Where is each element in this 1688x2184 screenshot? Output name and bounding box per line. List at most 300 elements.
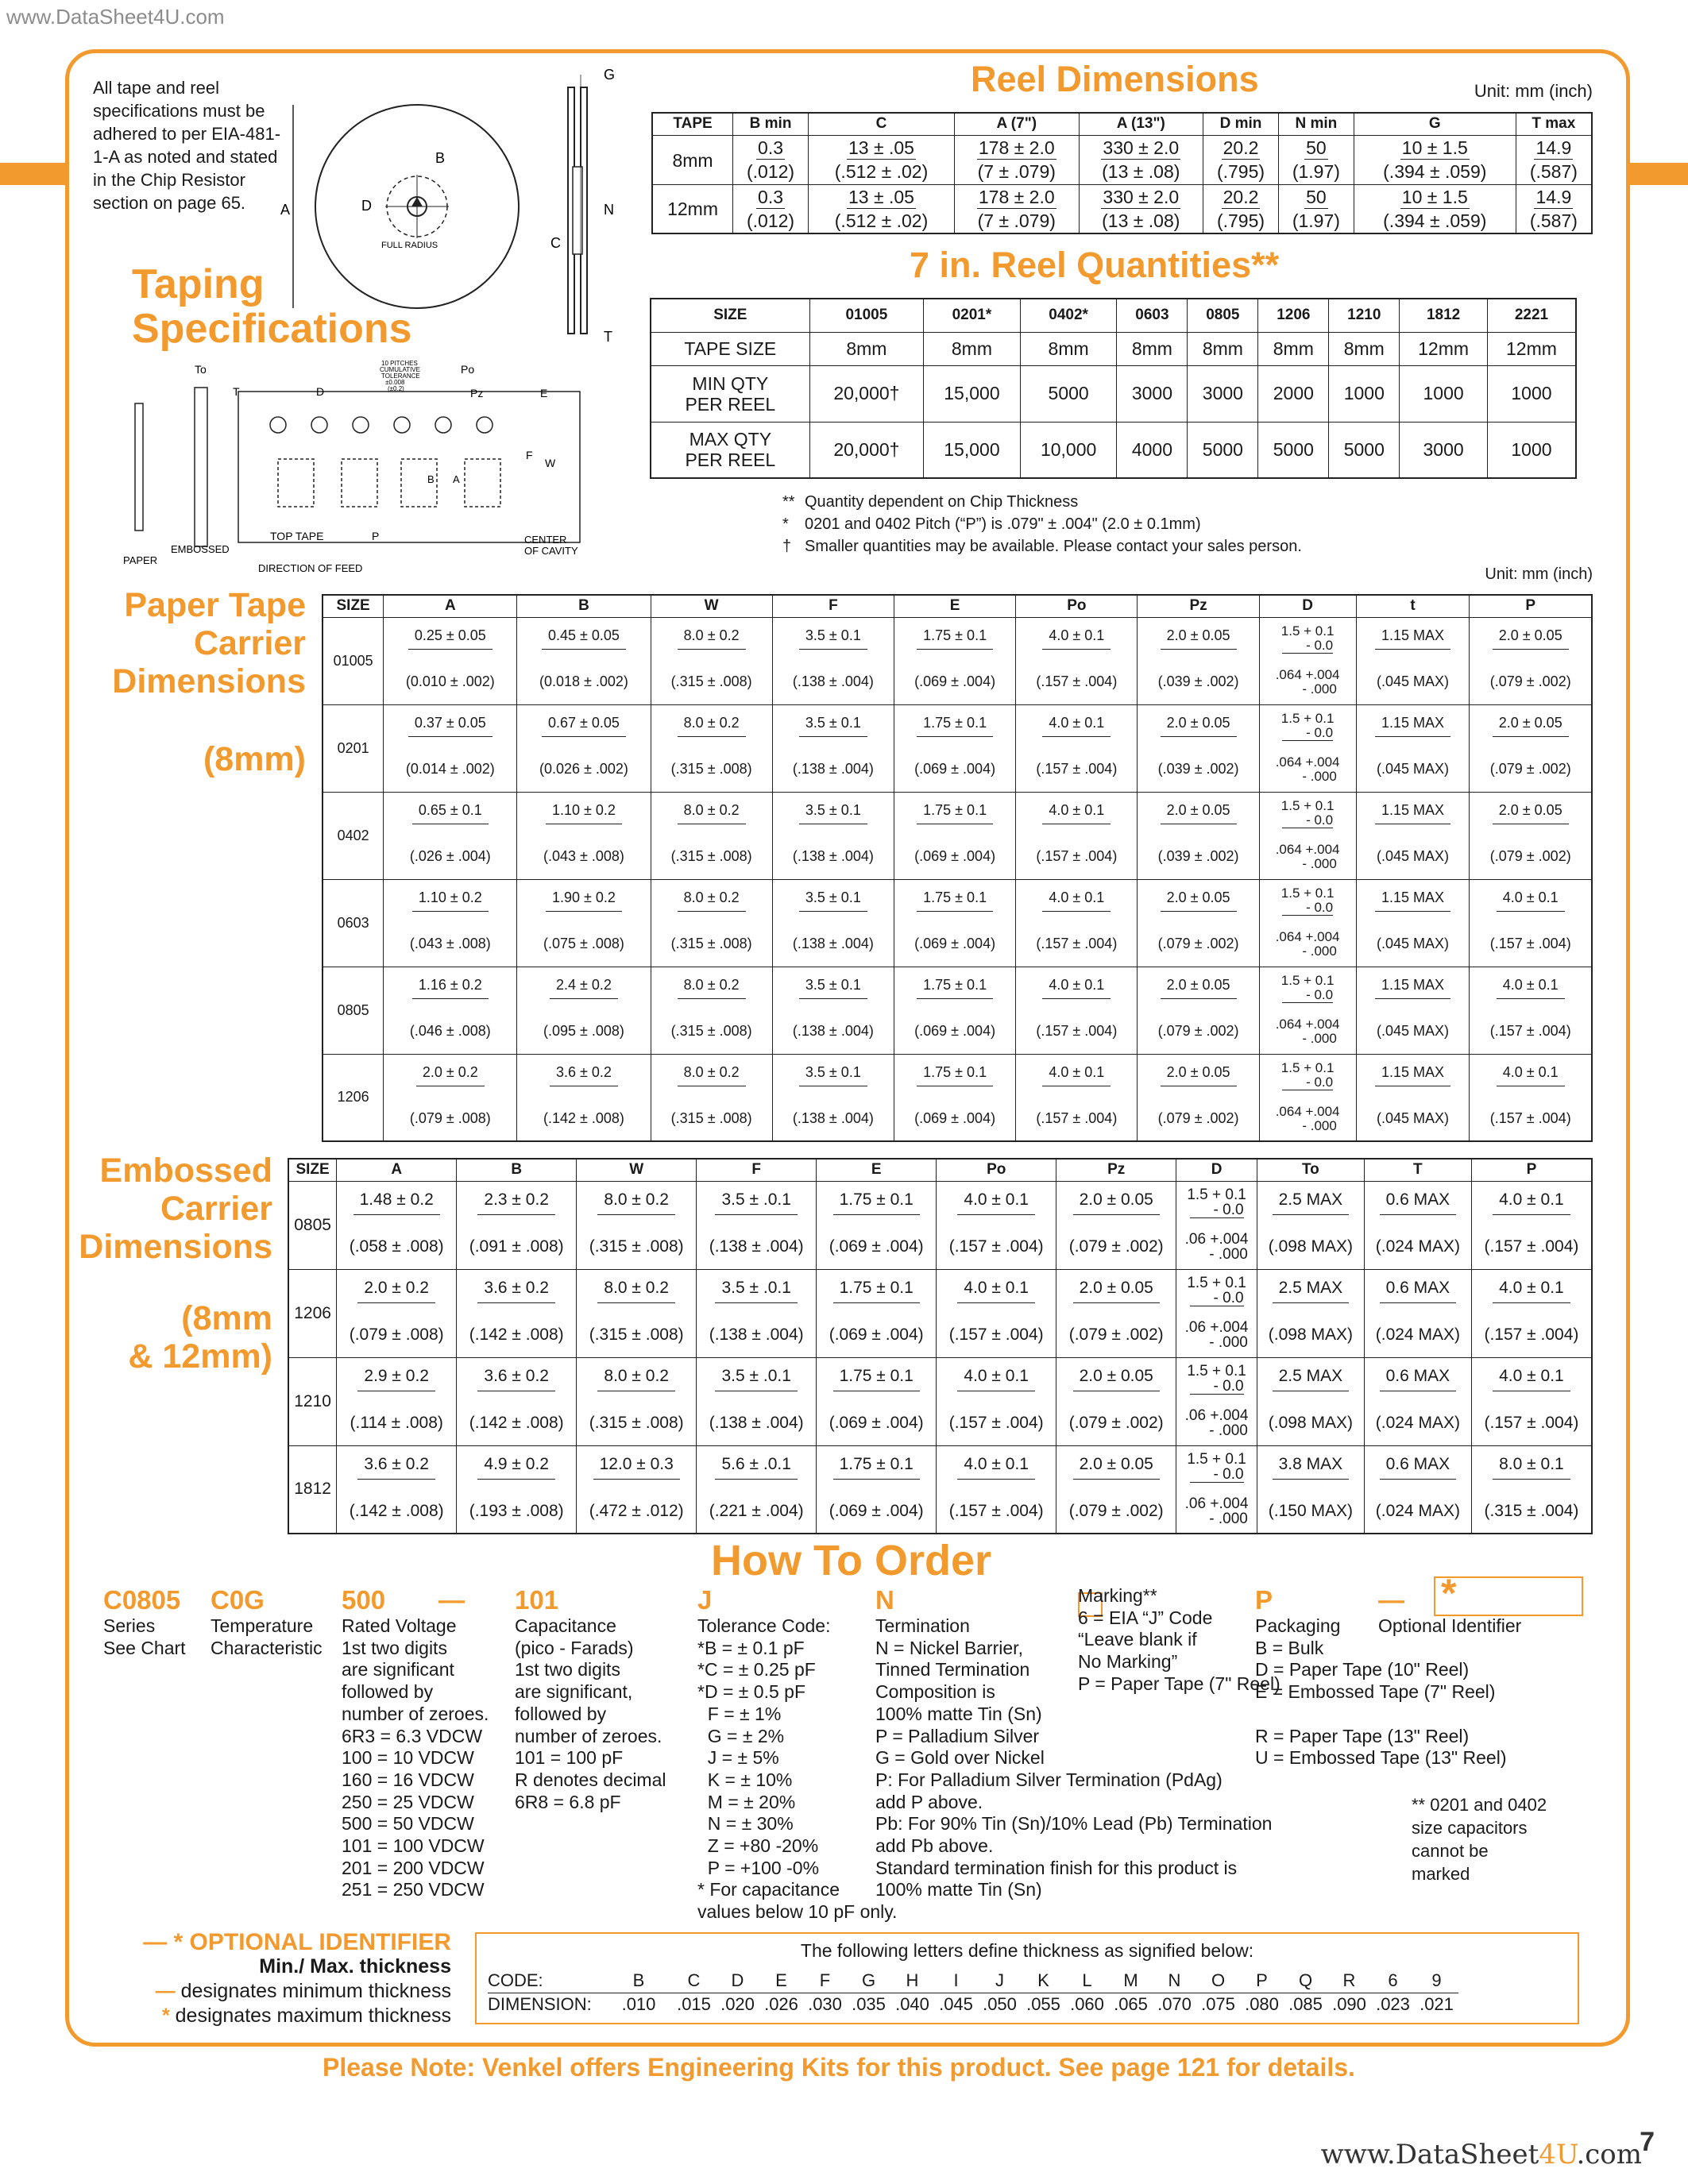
order-line: 1st two digits [515, 1659, 620, 1680]
paper-header: B [517, 595, 651, 617]
paper-value-inch: (.315 ± .008) [651, 922, 772, 967]
emb-value-inch: (.091 ± .008) [457, 1225, 577, 1269]
paper-value-inch: (.069 ± .004) [894, 1009, 1016, 1054]
paper-value-inch: (0.010 ± .002) [384, 660, 517, 704]
paper-value-inch: (0.026 ± .002) [517, 747, 651, 792]
paper-value-inch: (.315 ± .008) [651, 1097, 772, 1141]
optional-line [94, 2004, 451, 2028]
qty-h: 0402* [1020, 299, 1117, 332]
thickness-code: R [1327, 1969, 1371, 1993]
paper-value-inch: (.069 ± .004) [894, 835, 1016, 879]
note-text: Smaller quantities may be available. Please contact your sales person. [805, 538, 1302, 555]
emb-value-mm: 4.0 ± 0.1 [957, 1190, 1035, 1215]
paper-value-inch: (.138 ± .004) [772, 660, 894, 704]
qty-note [782, 513, 1302, 535]
paper-value-inch: (.079 ± .002) [1470, 835, 1592, 879]
watermark-top[interactable]: www.DataSheet4U.com [6, 5, 225, 29]
paper-cell [651, 879, 772, 922]
emb-value-inch: (.098 MAX) [1257, 1225, 1364, 1269]
emb-cell [1364, 1181, 1471, 1225]
paper-value-inch: (.026 ± .004) [384, 835, 517, 879]
reel-cell: 50 [1306, 186, 1327, 207]
qty-cell: 5000 [1329, 422, 1400, 478]
paper-cell [384, 879, 517, 922]
qty-cell: 10,000 [1020, 422, 1117, 478]
emb-value-mm: 1.75 ± 0.1 [833, 1190, 920, 1215]
thickness-dim-label: DIMENSION: [488, 1994, 592, 2015]
reel-h-dmin: D min [1203, 113, 1279, 135]
d-line: - .000 [1302, 855, 1337, 871]
qty-h: 1206 [1258, 299, 1329, 332]
emb-value-mm: 4.0 ± 0.1 [957, 1455, 1035, 1480]
order-line: *D = ± 0.5 pF [697, 1681, 805, 1703]
order-line: E = Embossed Tape (7" Reel) [1255, 1681, 1496, 1703]
order-line: D = Paper Tape (10" Reel) [1255, 1659, 1470, 1680]
paper-value-mm: 1.75 ± 0.1 [917, 802, 993, 824]
reel-cell: (.394 ± .059) [1354, 160, 1516, 184]
emb-header: Po [937, 1159, 1056, 1181]
order-line: Packaging [1255, 1615, 1341, 1636]
reel-label-d: D [361, 198, 372, 214]
paper-value-mm: 4.0 ± 0.1 [1042, 1064, 1111, 1086]
wm-part: .com [1576, 2139, 1642, 2170]
paper-header: D [1259, 595, 1356, 617]
emb-d-cell [1176, 1225, 1257, 1269]
paper-cell [1470, 1054, 1592, 1097]
emb-value-inch: (.024 MAX) [1364, 1225, 1471, 1269]
emb-value-inch: (.024 MAX) [1364, 1313, 1471, 1357]
order-line: “Leave blank if [1078, 1629, 1197, 1650]
paper-value-mm: 1.10 ± 0.2 [412, 889, 489, 912]
emb-cell [937, 1269, 1056, 1313]
thickness-code: D [716, 1969, 759, 1993]
reel-cell: 50 [1306, 137, 1327, 158]
paper-value-mm: 3.5 ± 0.1 [799, 715, 867, 737]
order-code: — [1378, 1585, 1404, 1615]
thickness-dim: .080 [1245, 1994, 1279, 2015]
order-line: (pico - Farads) [515, 1637, 634, 1658]
emb-value-inch: (.079 ± .002) [1056, 1225, 1176, 1269]
paper-value-inch: (0.018 ± .002) [517, 660, 651, 704]
paper-value-inch: (.045 MAX) [1356, 1009, 1470, 1054]
how-to-order-title: How To Order [711, 1537, 992, 1584]
paper-d-cell [1259, 879, 1356, 922]
emb-header: P [1471, 1159, 1592, 1181]
emb-size-cell: 1206 [288, 1269, 337, 1357]
reel-cell: (.587) [1516, 209, 1592, 233]
qty-label [651, 365, 809, 422]
order-line: Rated Voltage [342, 1615, 457, 1636]
d-line: 1.5 + 0.1 [1280, 972, 1335, 988]
paper-cell [1470, 792, 1592, 835]
order-line: Pb: For 90% Tin (Sn)/10% Lead (Pb) Termination [875, 1813, 1273, 1835]
thickness-table [488, 1969, 1458, 2016]
order-line: followed by [342, 1681, 434, 1703]
paper-value-inch: (.045 MAX) [1356, 922, 1470, 967]
qty-label: TAPE SIZE [651, 332, 809, 365]
order-line: Tolerance Code: [697, 1615, 831, 1636]
paper-value-mm: 0.65 ± 0.1 [412, 802, 489, 824]
paper-cell [1138, 1054, 1259, 1097]
table-row [288, 1445, 1592, 1489]
paper-cell [772, 792, 894, 835]
table-row [323, 922, 1592, 967]
paper-value-inch: (.142 ± .008) [517, 1097, 651, 1141]
emb-value-mm: 8.0 ± 0.2 [597, 1190, 675, 1215]
emb-cell [937, 1357, 1056, 1401]
thickness-code: K [1022, 1969, 1065, 1993]
emb-value-inch: (.024 MAX) [1364, 1489, 1471, 1534]
emb-value-mm: 2.0 ± 0.05 [1073, 1190, 1160, 1215]
tape-label-direction: DIRECTION OF FEED [258, 562, 363, 574]
reel-cell: 178 ± 2.0 [978, 186, 1055, 207]
emb-value-inch: (.098 MAX) [1257, 1313, 1364, 1357]
thickness-dim: .075 [1201, 1994, 1235, 2015]
table-row [323, 879, 1592, 922]
emb-title-line: Carrier [160, 1190, 272, 1228]
taping-title-line1: Taping [132, 261, 265, 307]
emb-value-mm: 4.9 ± 0.2 [477, 1455, 555, 1480]
qty-h: 0603 [1117, 299, 1188, 332]
emb-value-mm: 2.0 ± 0.2 [357, 1279, 435, 1303]
reel-label-n: N [604, 202, 614, 218]
thickness-code: 9 [1415, 1969, 1458, 1993]
order-line: P = Palladium Silver [875, 1725, 1040, 1746]
paper-cell [1138, 967, 1259, 1009]
d-line: - .000 [1209, 1422, 1248, 1439]
order-code: N [875, 1585, 894, 1615]
d-line: - .000 [1209, 1245, 1248, 1263]
table-row [323, 967, 1592, 1009]
order-line: *B = ± 0.1 pF [697, 1637, 805, 1658]
paper-value-inch: (.069 ± .004) [894, 660, 1016, 704]
emb-value-mm: 8.0 ± 0.2 [597, 1279, 675, 1303]
paper-cell [772, 704, 894, 747]
paper-value-mm: 1.15 MAX [1375, 1064, 1450, 1086]
paper-value-mm: 1.10 ± 0.2 [546, 802, 622, 824]
thickness-dim: .030 [808, 1994, 842, 2015]
order-line: 101 = 100 VDCW [342, 1835, 485, 1857]
emb-value-mm: 1.75 ± 0.1 [833, 1455, 920, 1480]
paper-cell [384, 704, 517, 747]
emb-value-mm: 1.75 ± 0.1 [833, 1279, 920, 1303]
reel-cell: 330 ± 2.0 [1103, 137, 1180, 158]
qty-cell: 5000 [1188, 422, 1258, 478]
paper-cell [517, 1054, 651, 1097]
table-row [323, 792, 1592, 835]
thickness-dim: .045 [939, 1994, 973, 2015]
emb-value-mm: 2.5 MAX [1273, 1367, 1350, 1391]
reel-label-c: C [550, 235, 561, 251]
paper-header: t [1356, 595, 1470, 617]
emb-value-inch: (.315 ± .008) [577, 1225, 697, 1269]
paper-header: Po [1016, 595, 1138, 617]
paper-value-mm: 2.0 ± 0.05 [1161, 977, 1237, 999]
paper-value-inch: (.138 ± .004) [772, 922, 894, 967]
thickness-code: P [1240, 1969, 1284, 1993]
watermark-bottom[interactable] [1321, 2139, 1642, 2170]
thickness-dim: .021 [1420, 1994, 1454, 2015]
paper-cell [1138, 704, 1259, 747]
emb-value-inch: (.157 ± .004) [937, 1225, 1056, 1269]
order-line: N = ± 30% [697, 1813, 794, 1835]
paper-cell [384, 967, 517, 1009]
emb-value-mm: 2.9 ± 0.2 [357, 1367, 435, 1391]
paper-value-inch: (.157 ± .004) [1016, 1097, 1138, 1141]
emb-title-line: (8mm [181, 1299, 272, 1337]
paper-value-mm: 1.15 MAX [1375, 889, 1450, 912]
paper-cell [384, 792, 517, 835]
paper-cell [1470, 617, 1592, 660]
reel-h-g: G [1354, 113, 1516, 135]
order-line: followed by [515, 1703, 607, 1724]
d-line: - 0.0 [1190, 1379, 1244, 1395]
reel-cell: 14.9 [1535, 186, 1572, 207]
paper-value-inch: (.157 ± .004) [1470, 1009, 1592, 1054]
tape-pitches-1: 10 PITCHES [381, 360, 418, 367]
paper-value-inch: (.069 ± .004) [894, 922, 1016, 967]
paper-value-mm: 8.0 ± 0.2 [678, 889, 746, 912]
paper-cell [1470, 967, 1592, 1009]
emb-value-inch: (.114 ± .008) [337, 1401, 457, 1445]
d-line: - 0.0 [1190, 1467, 1244, 1483]
d-line: - .000 [1209, 1510, 1248, 1527]
order-line: 100% matte Tin (Sn) [875, 1703, 1042, 1724]
reel-cell: (.512 ± .02) [808, 209, 954, 233]
qty-note [782, 491, 1302, 513]
paper-cell [1470, 879, 1592, 922]
right-tab-marker [1629, 163, 1688, 185]
paper-size-cell: 0805 [323, 967, 384, 1054]
paper-value-mm: 4.0 ± 0.1 [1042, 627, 1111, 650]
thickness-code: O [1196, 1969, 1240, 1993]
paper-value-inch: (.095 ± .008) [517, 1009, 651, 1054]
d-line: .064 +.004 [1275, 1103, 1340, 1119]
qty-cell: 1000 [1487, 365, 1576, 422]
paper-value-inch: (.138 ± .004) [772, 747, 894, 792]
paper-value-inch: (.069 ± .004) [894, 1097, 1016, 1141]
emb-cell [337, 1269, 457, 1313]
paper-value-mm: 2.0 ± 0.05 [1493, 802, 1569, 824]
emb-value-mm: 3.6 ± 0.2 [477, 1367, 555, 1391]
paper-cell [1356, 617, 1470, 660]
thickness-dim: .015 [677, 1994, 711, 2015]
emb-cell [1364, 1445, 1471, 1489]
d-line: 1.5 + 0.1 [1187, 1363, 1246, 1380]
order-line: Optional Identifier [1378, 1615, 1522, 1636]
reel-title: Reel Dimensions [971, 59, 1259, 99]
paper-value-mm: 1.75 ± 0.1 [917, 1064, 993, 1086]
d-line: - 0.0 [1190, 1291, 1244, 1306]
paper-value-inch: (.157 ± .004) [1016, 660, 1138, 704]
wm-part: www.DataSheet [1320, 2139, 1539, 2170]
order-code: 500 [342, 1585, 386, 1615]
paper-cell [894, 1054, 1016, 1097]
taping-title-line2: Specifications [132, 306, 412, 352]
paper-cell [1356, 1054, 1470, 1097]
paper-cell [1016, 967, 1138, 1009]
emb-size-cell: 0805 [288, 1181, 337, 1269]
paper-size-cell: 0201 [323, 704, 384, 792]
marking-note-line: size capacitors [1412, 1818, 1528, 1838]
optional-identifier-legend [94, 1930, 451, 2028]
emb-value-mm: 2.0 ± 0.05 [1073, 1367, 1160, 1391]
reel-cell: (13 ± .08) [1079, 160, 1203, 184]
emb-table [288, 1158, 1593, 1534]
order-line: 6R8 = 6.8 pF [515, 1791, 621, 1812]
emb-title [64, 1152, 272, 1376]
emb-value-inch: (.315 ± .008) [577, 1401, 697, 1445]
paper-d-cell [1259, 835, 1356, 879]
note-mark: † [782, 538, 792, 555]
emb-header: D [1176, 1159, 1257, 1181]
emb-value-mm: 4.0 ± 0.1 [957, 1367, 1035, 1391]
qty-cell: 8mm [1329, 332, 1400, 365]
emb-header: W [577, 1159, 697, 1181]
emb-value-inch: (.138 ± .004) [697, 1225, 817, 1269]
paper-size-cell: 1206 [323, 1054, 384, 1141]
paper-d-cell [1259, 967, 1356, 1009]
reel-cell: (1.97) [1278, 209, 1354, 233]
tape-label-e: E [540, 387, 548, 399]
paper-value-mm: 1.15 MAX [1375, 627, 1450, 650]
thickness-code: B [605, 1969, 672, 1993]
paper-title-line: (8mm) [203, 740, 306, 778]
paper-value-inch: (.315 ± .008) [651, 747, 772, 792]
emb-cell [1364, 1269, 1471, 1313]
emb-value-mm: 0.6 MAX [1380, 1279, 1457, 1303]
table-row [323, 617, 1592, 660]
emb-value-inch: (.079 ± .008) [337, 1313, 457, 1357]
order-line: P = +100 -0% [697, 1857, 820, 1878]
qty-cell: 8mm [1020, 332, 1117, 365]
tape-label-center-2: OF CAVITY [524, 545, 578, 557]
emb-cell [1056, 1357, 1176, 1401]
order-line: * For capacitance [697, 1879, 840, 1900]
reel-row-12mm-inch [652, 209, 1592, 233]
d-line: .064 +.004 [1275, 1016, 1340, 1032]
emb-cell [577, 1181, 697, 1225]
paper-value-mm: 2.4 ± 0.2 [550, 977, 618, 999]
paper-value-inch: (.079 ± .002) [1470, 747, 1592, 792]
optional-line [94, 1979, 451, 2004]
emb-value-inch: (.157 ± .004) [937, 1401, 1056, 1445]
optional-star: * [1441, 1571, 1457, 1615]
paper-value-mm: 8.0 ± 0.2 [678, 627, 746, 650]
paper-cell [894, 704, 1016, 747]
d-line: 1.5 + 0.1 [1187, 1187, 1246, 1204]
order-line: 6R3 = 6.3 VDCW [342, 1725, 483, 1746]
qty-h-size: SIZE [651, 299, 809, 332]
qty-cell: 1000 [1329, 365, 1400, 422]
paper-cell [1138, 879, 1259, 922]
emb-value-mm: 3.6 ± 0.2 [477, 1279, 555, 1303]
paper-cell [1356, 792, 1470, 835]
thickness-dim: .020 [720, 1994, 755, 2015]
emb-value-mm: 8.0 ± 0.1 [1493, 1455, 1570, 1480]
paper-title [111, 586, 306, 778]
tape-label-to: To [195, 363, 207, 376]
paper-cell [517, 967, 651, 1009]
reel-h-a7: A (7") [955, 113, 1080, 135]
reel-cell: (.394 ± .059) [1354, 209, 1516, 233]
tape-diagram [119, 356, 580, 578]
paper-value-mm: 2.0 ± 0.05 [1493, 627, 1569, 650]
paper-unit: Unit: mm (inch) [1485, 565, 1593, 583]
d-line: 1.5 + 0.1 [1187, 1275, 1246, 1292]
paper-value-inch: (.157 ± .004) [1016, 1009, 1138, 1054]
paper-d-cell [1259, 747, 1356, 792]
paper-value-mm: 4.0 ± 0.1 [1497, 889, 1565, 912]
d-line: - 0.0 [1282, 726, 1333, 741]
order-line: G = Gold over Nickel [875, 1747, 1045, 1769]
tape-label-w: W [545, 457, 556, 469]
table-row [288, 1313, 1592, 1357]
thickness-dim: .040 [895, 1994, 929, 2015]
order-line: add P above. [875, 1791, 983, 1812]
order-line: 1st two digits [342, 1637, 447, 1658]
qty-cell: 12mm [1400, 332, 1488, 365]
order-line: See Chart [103, 1637, 186, 1658]
thickness-code: M [1109, 1969, 1153, 1993]
paper-cell [517, 617, 651, 660]
thickness-code: F [803, 1969, 847, 1993]
optional-mark: — [155, 1980, 176, 2002]
d-line: - .000 [1302, 768, 1337, 784]
thickness-caption: The following letters define thickness as signified below: [800, 1940, 1254, 1961]
paper-cell [772, 879, 894, 922]
emb-cell [1471, 1445, 1592, 1489]
marking-note [1412, 1793, 1547, 1885]
qty-cell: 5000 [1258, 422, 1329, 478]
reel-cell: 10 ± 1.5 [1401, 186, 1468, 207]
paper-cell [1356, 967, 1470, 1009]
paper-table [322, 594, 1593, 1142]
paper-value-inch: (.079 ± .002) [1470, 660, 1592, 704]
emb-value-inch: (.079 ± .002) [1056, 1313, 1176, 1357]
paper-value-inch: (.138 ± .004) [772, 835, 894, 879]
emb-value-inch: (.472 ± .012) [577, 1489, 697, 1534]
order-line: 500 = 50 VDCW [342, 1813, 474, 1835]
table-row [323, 1009, 1592, 1054]
emb-value-mm: 2.5 MAX [1273, 1190, 1350, 1215]
qty-label-line: PER REEL [685, 393, 776, 415]
paper-value-inch: (.043 ± .008) [384, 922, 517, 967]
d-line: - 0.0 [1282, 988, 1333, 1003]
paper-d-cell [1259, 792, 1356, 835]
emb-value-mm: 3.5 ± .0.1 [715, 1190, 797, 1215]
reel-cell: 10 ± 1.5 [1401, 137, 1468, 158]
order-line: values below 10 pF only. [697, 1901, 898, 1923]
thickness-dim: .050 [983, 1994, 1017, 2015]
order-line: 250 = 25 VDCW [342, 1791, 474, 1812]
emb-header: E [817, 1159, 937, 1181]
reel-cell: 13 ± .05 [848, 186, 914, 207]
paper-value-inch: (.315 ± .008) [651, 1009, 772, 1054]
qty-note [782, 535, 1302, 558]
note-mark: * [782, 515, 789, 533]
reel-cell: 20.2 [1223, 137, 1259, 158]
paper-value-mm: 1.75 ± 0.1 [917, 715, 993, 737]
d-line: .06 +.004 [1184, 1495, 1249, 1512]
reel-unit: Unit: mm (inch) [1474, 81, 1593, 101]
qty-cell: 4000 [1117, 422, 1188, 478]
paper-value-mm: 1.75 ± 0.1 [917, 627, 993, 650]
emb-header: F [697, 1159, 817, 1181]
intro-text: All tape and reel specifications must be adhered to per EIA-481-1-A as noted and stated in the Chip Resistor section on page 65. [93, 78, 281, 213]
paper-value-inch: (.045 MAX) [1356, 660, 1470, 704]
paper-cell [1356, 879, 1470, 922]
